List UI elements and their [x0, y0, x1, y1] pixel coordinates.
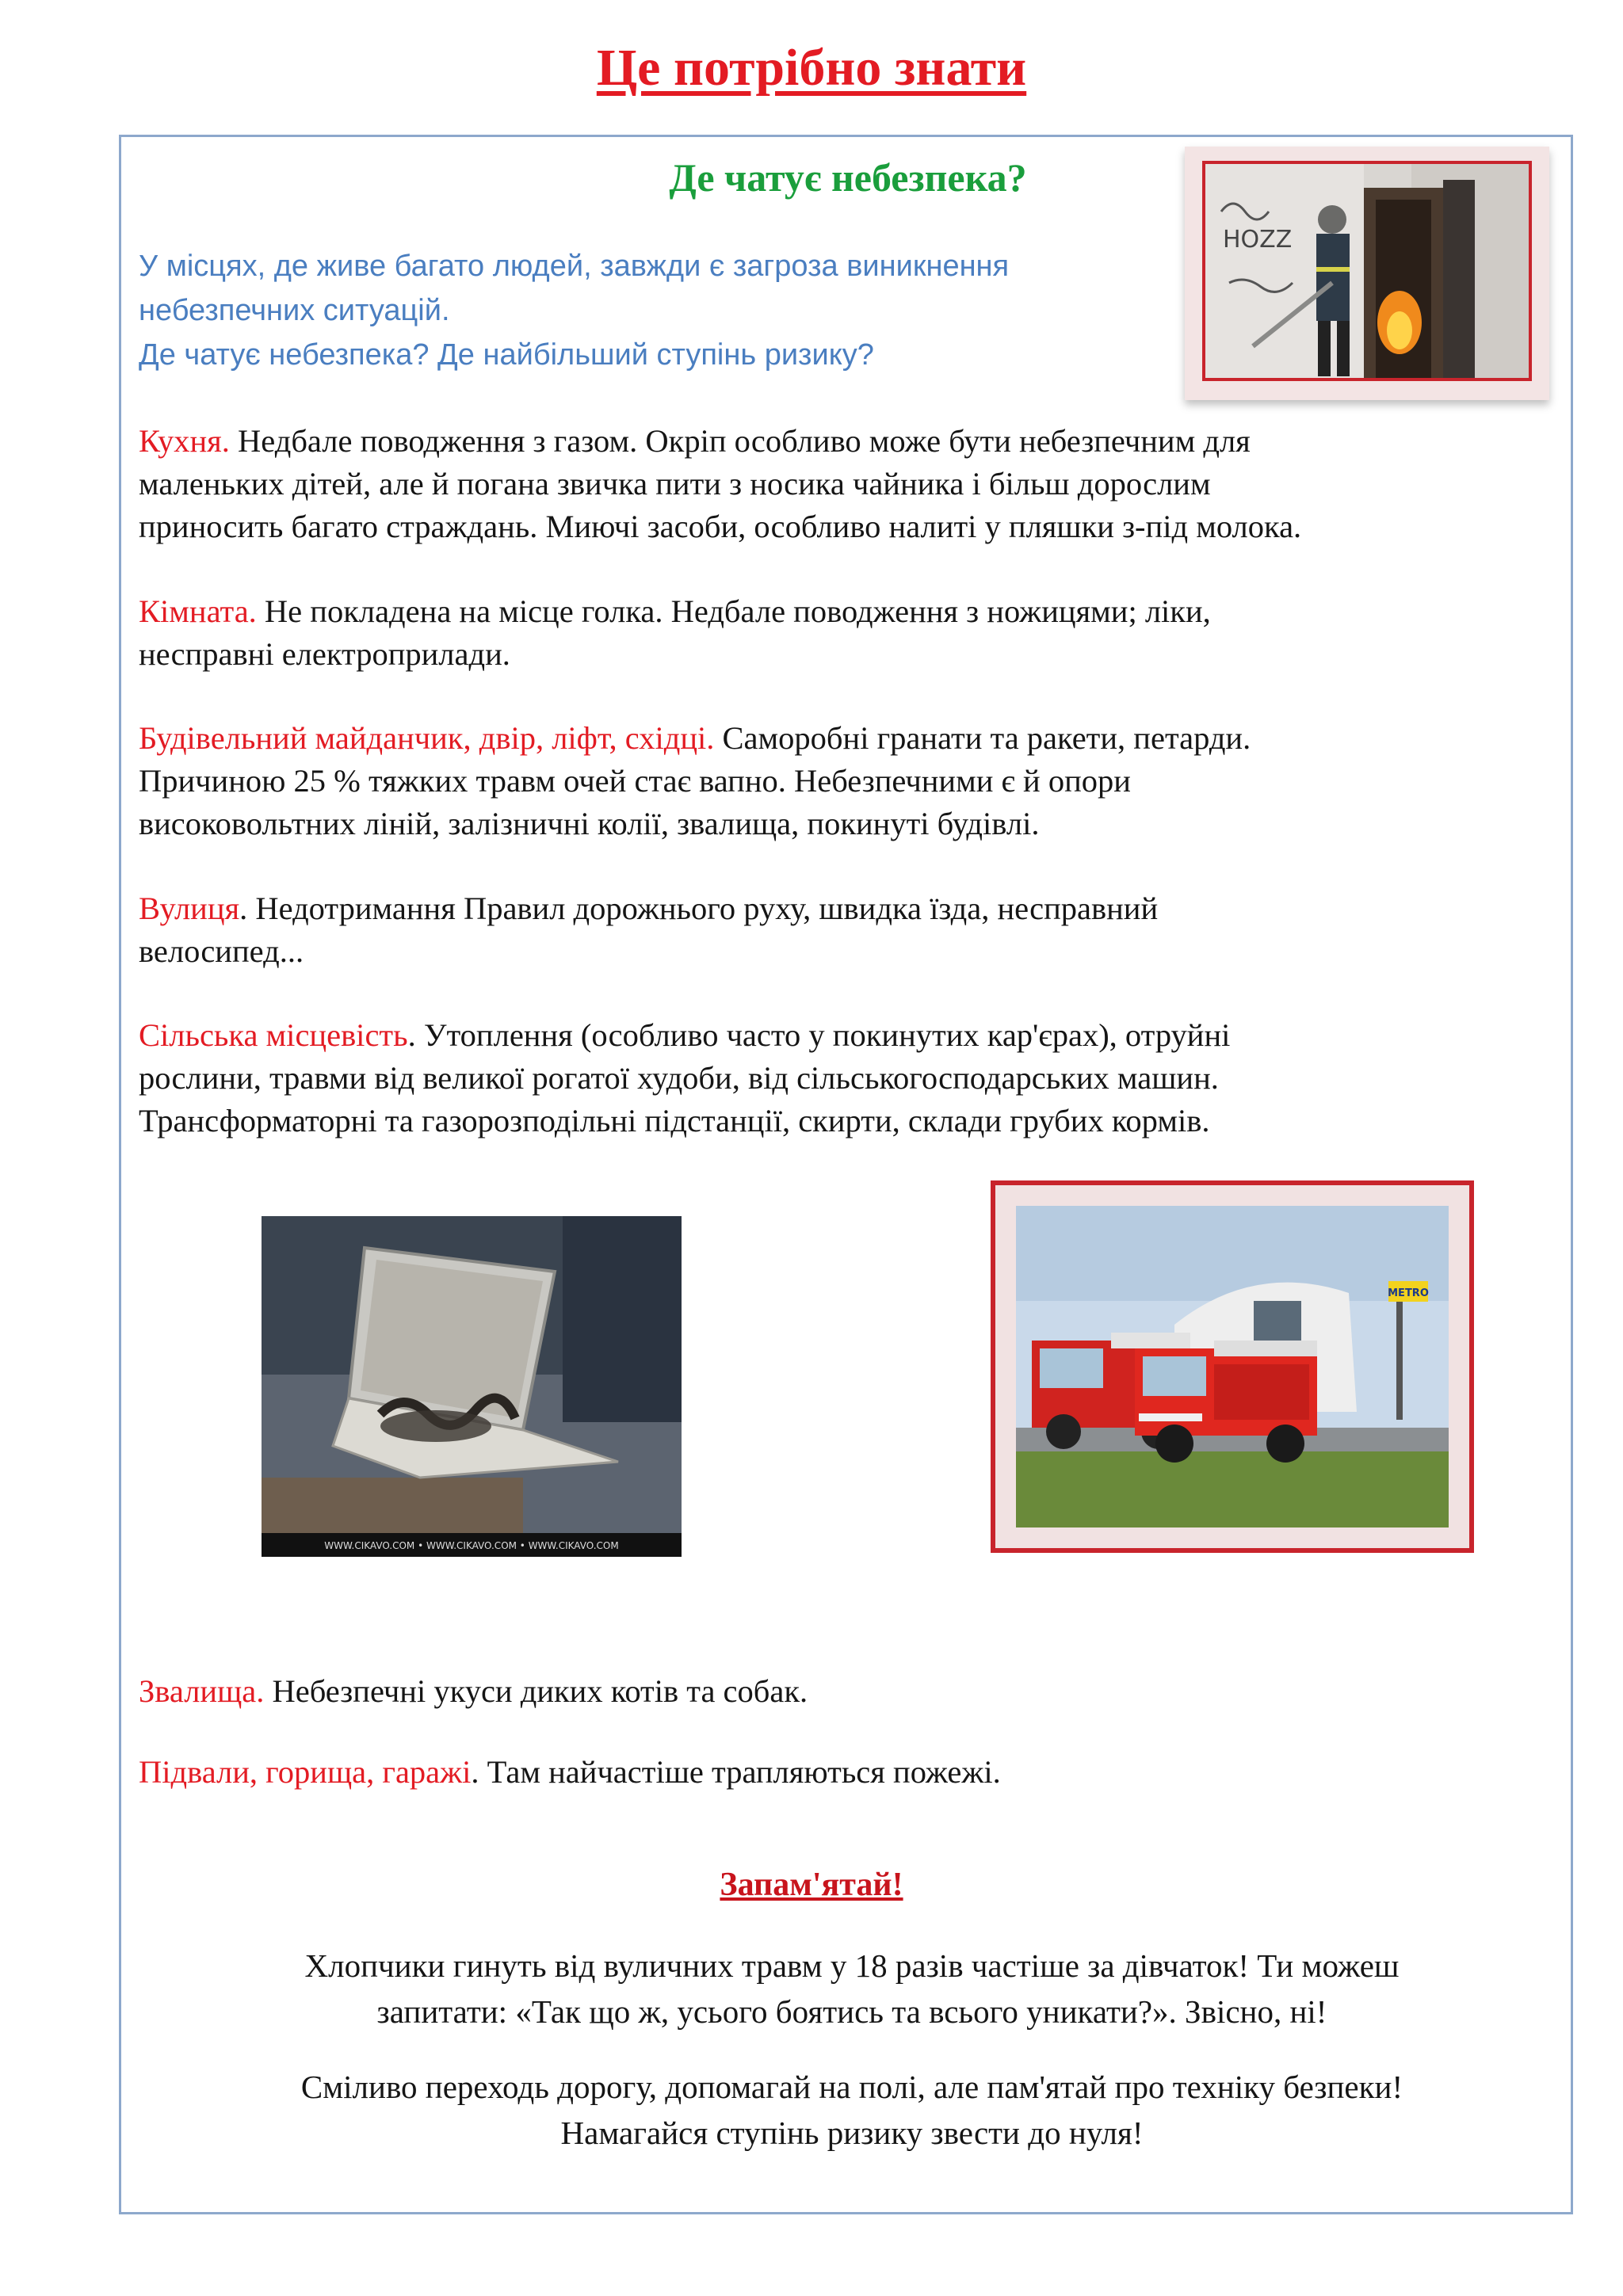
section-heading: Звалища.: [139, 1673, 265, 1709]
section-text: . Утоплення (особливо часто у покинутих кар'єрах), отруйні: [407, 1017, 1231, 1053]
section-dumps: [139, 1670, 1533, 1713]
section-text: високовольтних ліній, залізничні колії, звалища, покинуті будівлі.: [139, 806, 1040, 841]
section-text: приносить багато страждань. Миючі засоби, особливо налиті у пляшки з-під молока.: [139, 509, 1302, 544]
section-heading: Кухня.: [139, 423, 230, 459]
firefighter-photo: [1202, 161, 1532, 381]
section-countryside: [139, 1014, 1533, 1142]
page-title: Це потрібно знати: [596, 39, 1027, 97]
section-construction: [139, 717, 1533, 845]
section-text: Не покладена на місце голка. Недбале поводження з ножицями; ліки,: [256, 593, 1211, 629]
section-text: . Там найчастіше трапляються пожежі.: [471, 1754, 1001, 1790]
remember-line: запитати: «Так що ж, усього боятись та всього уникати?». Звісно, ні!: [376, 1993, 1327, 2030]
section-heading: Будівельний майданчик, двір, ліфт, східці.: [139, 720, 715, 756]
section-room: [139, 590, 1533, 676]
remember-title: Запам'ятай!: [720, 1867, 903, 1903]
section-heading: Сільська місцевість: [139, 1017, 408, 1053]
intro-text: [139, 244, 1193, 377]
section-kitchen: [139, 420, 1533, 548]
remember-line: Намагайся ступінь ризику звести до нуля!: [560, 2115, 1144, 2151]
remember-line: Хлопчики гинуть від вуличних травм у 18 разів частіше за дівчаток! Ти можеш: [304, 1947, 1400, 1984]
section-text: . Недотримання Правил дорожнього руху, швидка їзда, несправний: [239, 891, 1159, 926]
section-text: несправні електроприлади.: [139, 636, 510, 672]
fire-trucks-photo-frame: [991, 1180, 1474, 1553]
fire-trucks-photo: [1016, 1206, 1449, 1527]
section-text: велосипед...: [139, 933, 304, 969]
section-heading: Підвали, горища, гаражі: [139, 1754, 472, 1790]
remember-paragraph-1: [139, 1943, 1565, 2035]
section-text: Трансформаторні та газорозподільні підстанції, скирти, склади грубих кормів.: [139, 1103, 1210, 1138]
section-text: Недбале поводження з газом. Окріп особливо може бути небезпечним для: [229, 423, 1251, 459]
section-text: Саморобні гранати та ракети, петарди.: [714, 720, 1251, 756]
section-text: рослини, травми від великої рогатої худоби, від сільськогосподарських машин.: [139, 1060, 1219, 1096]
remember-line: Сміливо переходь дорогу, допомагай на полі, але пам'ятай про техніку безпеки!: [300, 2069, 1403, 2105]
section-text: Причиною 25 % тяжких травм очей стає вапно. Небезпечними є й опори: [139, 763, 1131, 799]
remember-paragraph-2: [139, 2064, 1565, 2156]
store-sign-text: METRO: [1388, 1287, 1429, 1299]
intro-line: У місцях, де живе багато людей, завжди є загроза виникнення: [139, 250, 1010, 283]
section-heading: Вулиця: [139, 891, 240, 926]
burned-laptop-photo: [262, 1216, 682, 1557]
section-text: маленьких дітей, але й погана звичка пити з носика чайника і більш дорослим: [139, 466, 1211, 502]
section-text: Небезпечні укуси диких котів та собак.: [264, 1673, 808, 1709]
firefighter-photo-frame: [1185, 147, 1549, 400]
intro-line: небезпечних ситуацій.: [139, 294, 450, 327]
section-basements: [139, 1751, 1533, 1794]
section-street: [139, 887, 1533, 973]
intro-line: Де чатує небезпека? Де найбільший ступінь ризику?: [139, 338, 874, 372]
photo-watermark: WWW.CIKAVO.COM • WWW.CIKAVO.COM • WWW.CIKAVO.COM: [324, 1540, 619, 1551]
section-subtitle: Де чатує небезпека?: [669, 155, 1027, 200]
graffiti-text: HOZZ: [1223, 226, 1293, 254]
section-heading: Кімната.: [139, 593, 257, 629]
